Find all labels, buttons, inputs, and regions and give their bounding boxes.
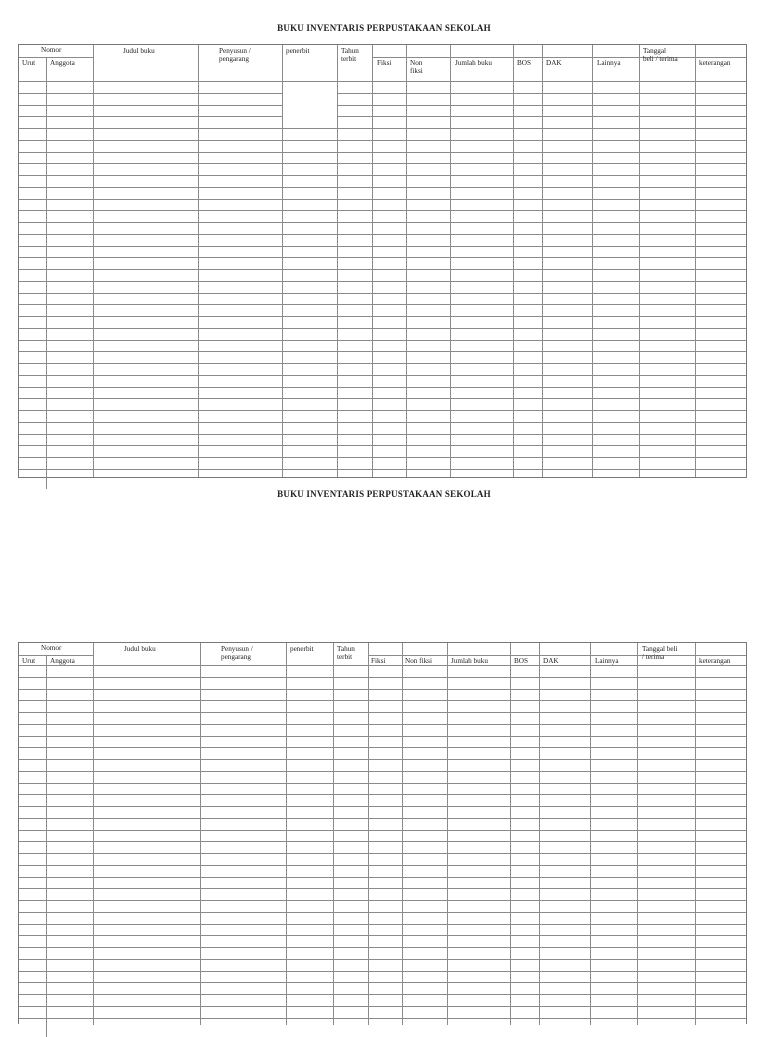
row-line <box>19 222 746 223</box>
row-line <box>19 210 746 211</box>
row-line <box>19 187 746 188</box>
row-line <box>19 128 746 129</box>
column-line <box>372 45 373 477</box>
row-line <box>19 700 746 701</box>
header-lainnya: Lainnya <box>597 59 621 67</box>
row-line <box>19 794 746 795</box>
row-line <box>19 806 746 807</box>
header-tanggal_2: Tanggal beli / terima <box>642 645 678 661</box>
header-judul: Judul buku <box>124 645 156 653</box>
row-line <box>19 304 746 305</box>
column-line <box>282 45 283 477</box>
column-line <box>337 45 338 477</box>
page-title-1: BUKU INVENTARIS PERPUSTAKAAN SEKOLAH <box>277 23 491 33</box>
header-penyusun: Penyusun / pengarang <box>221 645 253 661</box>
row-line <box>19 340 746 341</box>
header-dak: DAK <box>543 657 559 665</box>
row-line <box>19 199 746 200</box>
row-line <box>19 830 746 831</box>
row-line <box>19 853 746 854</box>
row-line <box>19 1006 746 1007</box>
header-jumlah: Jumlah buku <box>451 657 488 665</box>
row-line <box>19 959 746 960</box>
row-line <box>19 422 746 423</box>
header-nonfiksi_1: Non fiksi <box>410 59 423 75</box>
row-line <box>19 877 746 878</box>
header-penerbit: penerbit <box>286 47 310 55</box>
header-urut: Urut <box>22 59 36 67</box>
row-line <box>19 736 746 737</box>
row-line <box>19 81 746 82</box>
header-nonfiksi_2: Non fiksi <box>405 657 432 665</box>
header-urut: Urut <box>22 657 36 665</box>
row-line <box>19 783 746 784</box>
header-divider <box>19 57 93 58</box>
header-divider <box>19 655 93 656</box>
header-fiksi: Fiksi <box>377 59 392 67</box>
row-line <box>19 410 746 411</box>
row-line <box>19 257 746 258</box>
row-line <box>19 865 746 866</box>
row-line <box>19 281 746 282</box>
row-line <box>19 351 746 352</box>
row-line <box>19 152 746 153</box>
row-line <box>19 375 746 376</box>
header-keterangan: keterangan <box>699 657 731 665</box>
row-line <box>19 234 746 235</box>
row-line <box>19 747 746 748</box>
header-fiksi: Fiksi <box>371 657 386 665</box>
column-line <box>46 57 47 489</box>
header-lainnya: Lainnya <box>595 657 619 665</box>
page-title-2: BUKU INVENTARIS PERPUSTAKAAN SEKOLAH <box>277 489 491 499</box>
row-line <box>19 924 746 925</box>
row-line <box>19 900 746 901</box>
header-bos: BOS <box>514 657 528 665</box>
row-line <box>19 994 746 995</box>
row-line <box>19 445 746 446</box>
row-line <box>19 912 746 913</box>
header-divider <box>695 57 746 58</box>
row-line <box>19 724 746 725</box>
row-line <box>19 246 746 247</box>
row-line <box>19 771 746 772</box>
inventory-table-1 <box>18 44 747 478</box>
row-line <box>19 677 746 678</box>
header-anggota: Anggota <box>50 59 75 67</box>
row-line <box>337 116 746 117</box>
row-line <box>19 665 746 666</box>
row-line <box>19 140 746 141</box>
row-line <box>19 175 746 176</box>
row-line <box>19 457 746 458</box>
column-line <box>406 45 407 477</box>
header-dak: DAK <box>546 59 562 67</box>
header-keterangan: keterangan <box>699 59 731 67</box>
row-line <box>19 363 746 364</box>
column-line <box>198 45 199 477</box>
header-penerbit: penerbit <box>290 645 314 653</box>
row-line <box>19 759 746 760</box>
row-line <box>19 888 746 889</box>
header-divider <box>695 655 746 656</box>
row-line <box>19 398 746 399</box>
header-anggota: Anggota <box>50 657 75 665</box>
row-line <box>19 469 746 470</box>
row-line <box>19 712 746 713</box>
row-line <box>19 316 746 317</box>
row-line <box>19 841 746 842</box>
row-line <box>19 689 746 690</box>
row-line <box>19 818 746 819</box>
row-line <box>19 982 746 983</box>
row-line <box>19 269 746 270</box>
row-line <box>19 387 746 388</box>
column-line <box>542 45 543 477</box>
column-line <box>93 45 94 477</box>
header-penyusun: Penyusun / pengarang <box>219 47 251 63</box>
column-line <box>592 45 593 477</box>
header-tanggal_1: Tanggal beli / terima <box>643 47 678 63</box>
row-line <box>19 116 282 117</box>
row-line <box>19 328 746 329</box>
header-tahun: Tahun terbit <box>337 645 355 661</box>
inventory-table-2 <box>18 642 747 1024</box>
row-line <box>19 434 746 435</box>
row-line <box>19 163 746 164</box>
column-line <box>513 45 514 477</box>
row-line <box>19 935 746 936</box>
row-line <box>19 971 746 972</box>
row-line <box>19 293 746 294</box>
header-tahun: Tahun terbit <box>341 47 359 63</box>
column-line <box>639 45 640 477</box>
row-line <box>19 947 746 948</box>
row-line <box>337 93 746 94</box>
column-line <box>450 45 451 477</box>
header-nomor: Nomor <box>41 644 62 652</box>
header-jumlah: Jumlah buku <box>455 59 492 67</box>
header-nomor: Nomor <box>41 46 62 54</box>
row-line <box>19 105 282 106</box>
column-line <box>695 45 696 477</box>
row-line <box>337 105 746 106</box>
row-line <box>19 93 282 94</box>
row-line <box>19 1018 746 1019</box>
header-bos: BOS <box>517 59 531 67</box>
header-judul: Judul buku <box>123 47 155 55</box>
